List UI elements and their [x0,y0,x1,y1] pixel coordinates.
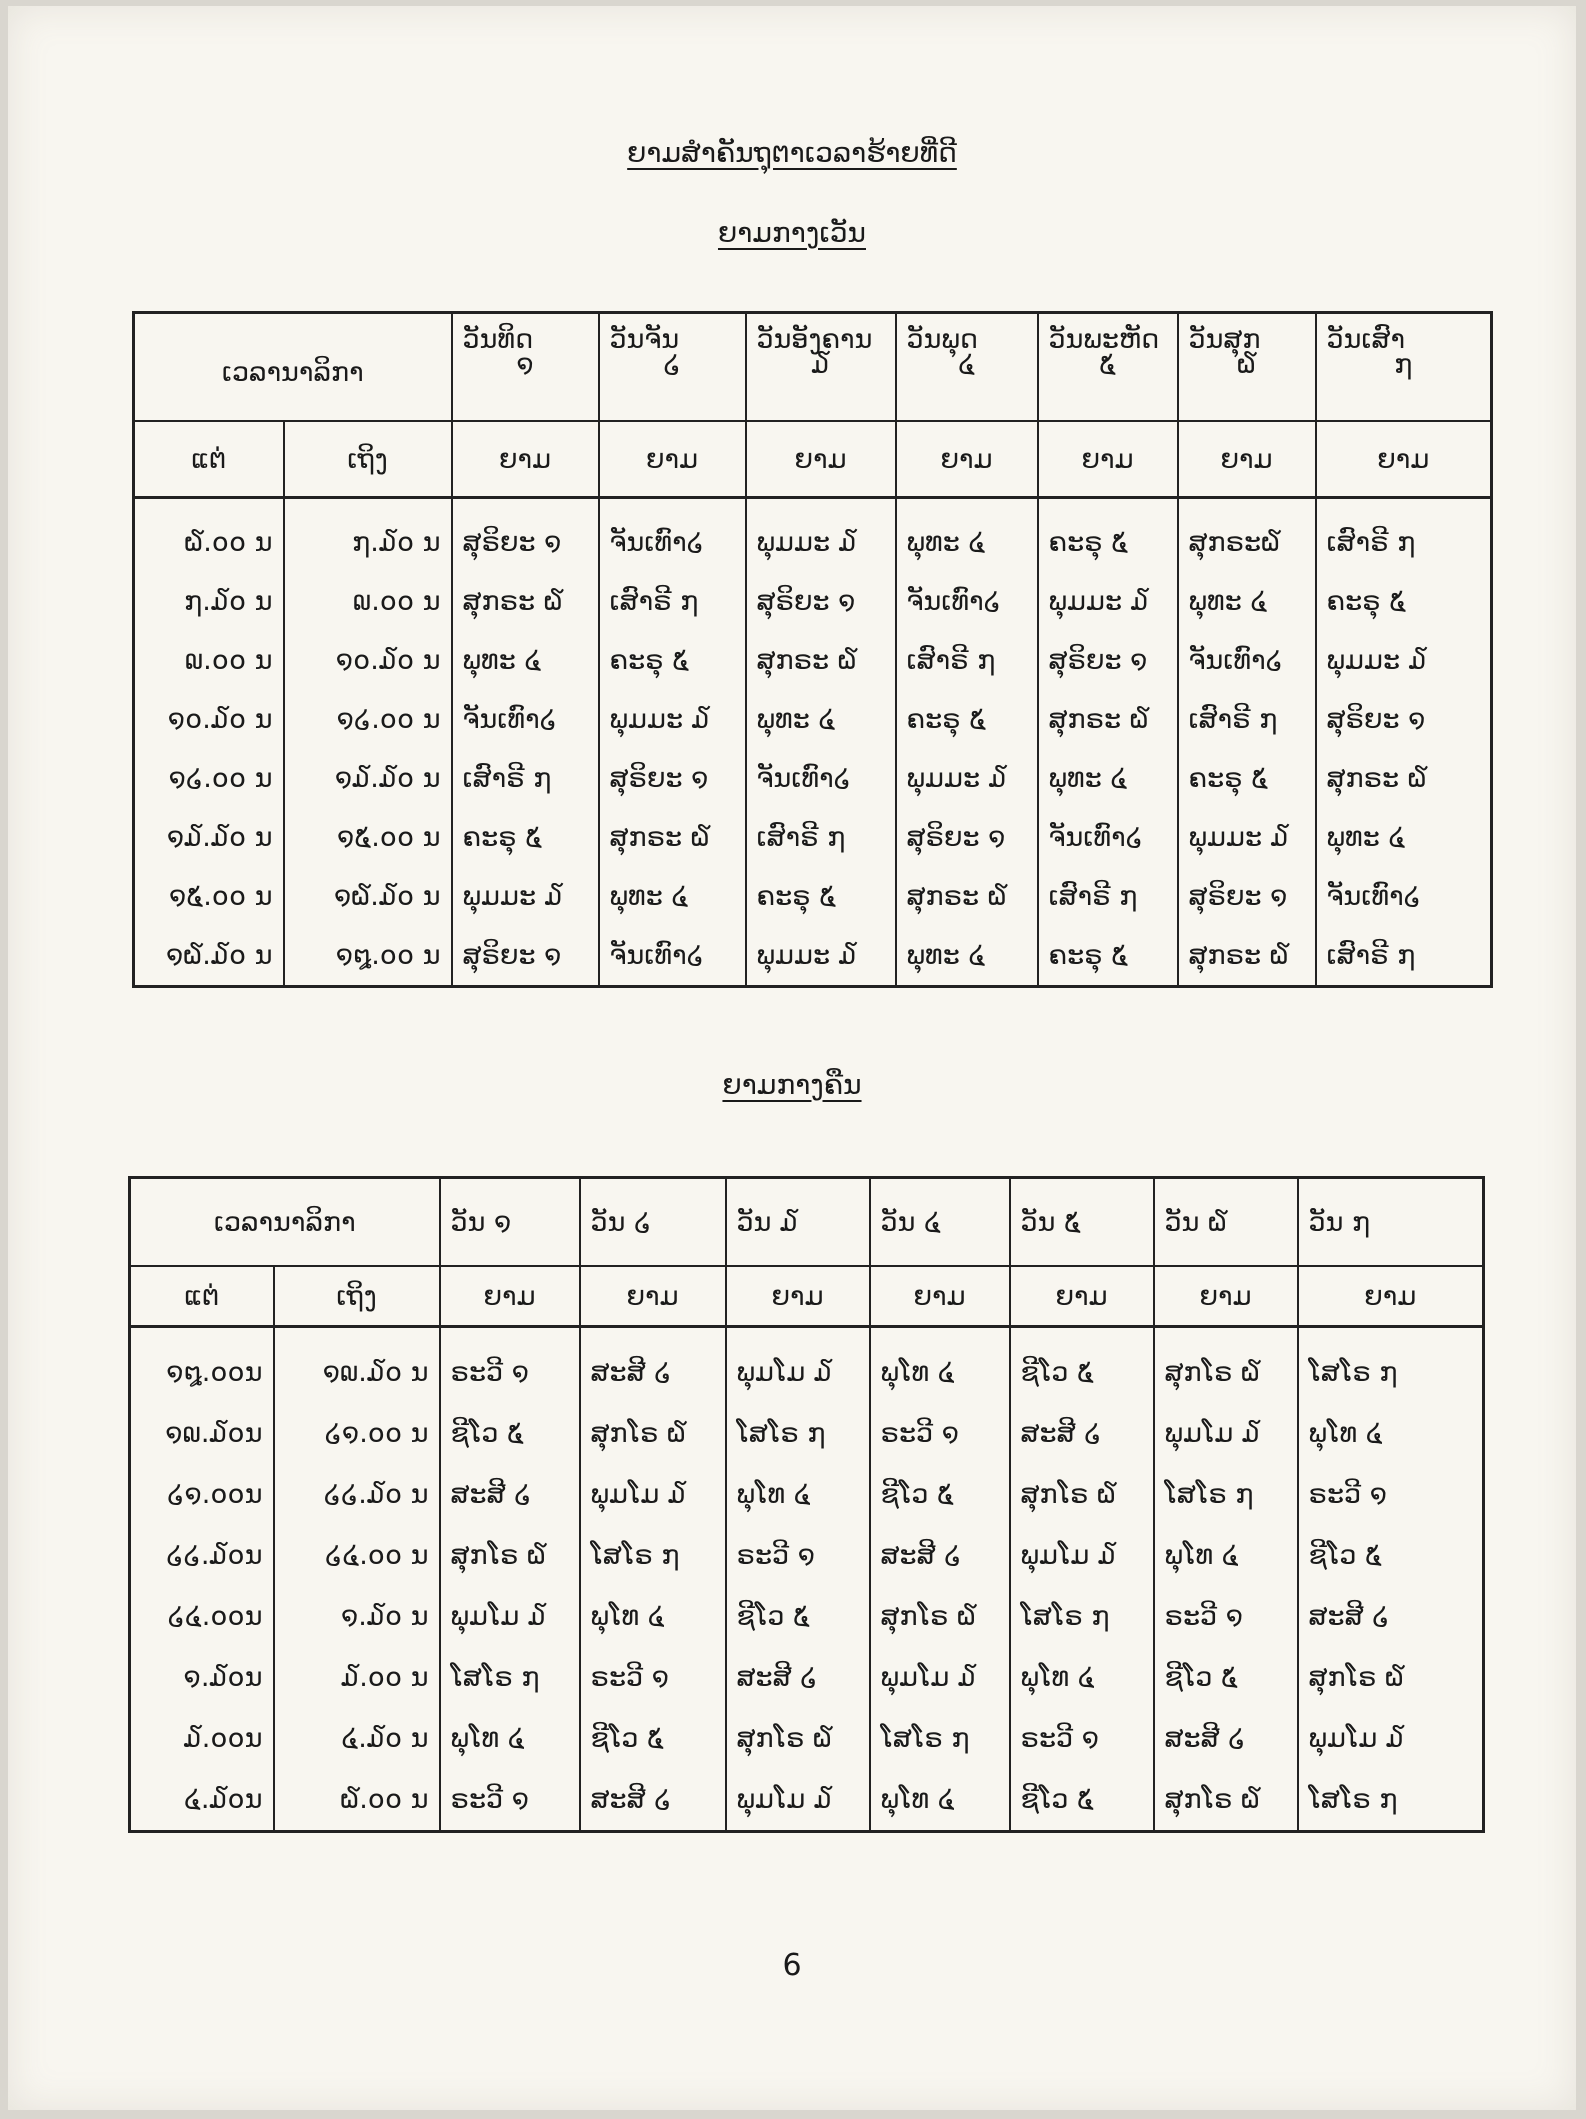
yam-cell: ສະສີ ໒ [440,1464,580,1525]
table-row [134,808,1492,867]
time-to-cell: ໒໒.໓໐ ນ [274,1464,440,1525]
yam-cell: ສຸກຣະ ໖ [599,808,746,867]
nighttime-schedule-body [130,1327,1484,1832]
yam-cell: ຣະວີ ໑ [870,1403,1010,1464]
daytime-schedule-table [132,311,1493,988]
time-to-cell: ໔.໓໐ ນ [274,1708,440,1769]
yam-cell: ຣະວີ ໑ [440,1327,580,1404]
yam-cell: ພຸໂທ ໔ [440,1708,580,1769]
yam-header: ຍາມ [1010,1266,1154,1327]
yam-cell: ເສົາຣີ ໗ [1178,690,1316,749]
yam-cell: ເສົາຣີ ໗ [452,749,599,808]
yam-cell: ໂສໂຣ ໗ [1298,1769,1484,1832]
yam-cell: ສຸກໂຣ ໖ [870,1586,1010,1647]
yam-cell: ຊີໂວ ໕ [870,1464,1010,1525]
yam-cell: ພຸມມະ ໓ [746,926,896,987]
yam-cell: ຣະວີ ໑ [580,1647,726,1708]
yam-cell: ສຸກໂຣ ໖ [440,1525,580,1586]
yam-cell: ຄະຣຸ ໕ [452,808,599,867]
yam-cell: ຄະຣຸ ໕ [746,867,896,926]
time-to-cell: ໙.໐໐ ນ [284,572,452,631]
yam-cell: ພຸມໂມ ໓ [726,1327,870,1404]
yam-cell: ພຸໂທ ໔ [726,1464,870,1525]
yam-cell: ພຸໂທ ໔ [870,1327,1010,1404]
yam-cell: ສຸກໂຣ ໖ [1154,1327,1298,1404]
day-header: ວັນເສົາ ໗ [1316,313,1492,422]
yam-cell: ຈັນເທົາ໒ [1178,631,1316,690]
yam-cell: ພຸທະ ໔ [1316,808,1492,867]
yam-cell: ພຸທະ ໔ [1178,572,1316,631]
day-header: ວັນ ໔ [870,1178,1010,1267]
yam-cell: ສຸກໂຣ ໖ [1154,1769,1298,1832]
time-to-cell: ໑.໓໐ ນ [274,1586,440,1647]
yam-cell: ຣະວີ ໑ [440,1769,580,1832]
time-from-cell: ໖.໐໐ ນ [134,498,284,573]
yam-cell: ໂສໂຣ ໗ [580,1525,726,1586]
yam-cell: ພຸທະ ໔ [599,867,746,926]
time-to-cell: ໑໙.໓໐ ນ [274,1327,440,1404]
from-header: ແຕ່ [134,421,284,498]
yam-cell: ສຸຣິຍະ ໑ [452,926,599,987]
day-header: ວັນ ໒ [580,1178,726,1267]
table-row [134,867,1492,926]
yam-cell: ຣະວີ ໑ [1154,1586,1298,1647]
yam-cell: ຣະວີ ໑ [726,1525,870,1586]
yam-cell: ສະສີ ໒ [726,1647,870,1708]
yam-header: ຍາມ [1178,421,1316,498]
daytime-schedule-body [134,498,1492,987]
time-column-header: ເວລານາລິກາ [134,313,452,422]
yam-cell: ສຸຣິຍະ ໑ [1178,867,1316,926]
yam-cell: ພຸໂທ ໔ [1010,1647,1154,1708]
time-from-cell: ໓.໐໐ນ [130,1708,274,1769]
time-column-header: ເວລານາລິກາ [130,1178,440,1267]
yam-cell: ສະສີ ໒ [1298,1586,1484,1647]
time-from-cell: ໒໔.໐໐ນ [130,1586,274,1647]
yam-cell: ພຸມມະ ໓ [746,498,896,573]
yam-cell: ພຸມມະ ໓ [896,749,1038,808]
table-row [134,498,1492,573]
yam-cell: ໂສໂຣ ໗ [726,1403,870,1464]
yam-header: ຍາມ [1154,1266,1298,1327]
yam-cell: ຄະຣຸ ໕ [1178,749,1316,808]
yam-cell: ຣະວີ ໑ [1010,1708,1154,1769]
yam-cell: ສຸກໂຣ ໖ [580,1403,726,1464]
time-to-cell: ໑໓.໓໐ ນ [284,749,452,808]
yam-header: ຍາມ [896,421,1038,498]
yam-cell: ເສົາຣີ ໗ [1316,498,1492,573]
time-to-cell: ໑໘.໐໐ ນ [284,926,452,987]
yam-cell: ເສົາຣີ ໗ [599,572,746,631]
time-from-cell: ໑໓.໓໐ ນ [134,808,284,867]
table-row [130,1586,1484,1647]
yam-cell: ພຸທະ ໔ [1038,749,1178,808]
day-header: ວັນ ໖ [1154,1178,1298,1267]
time-from-cell: ໑໙.໓໐ນ [130,1403,274,1464]
table-row [130,1403,1484,1464]
yam-header: ຍາມ [440,1266,580,1327]
yam-cell: ຊີໂວ ໕ [580,1708,726,1769]
yam-header: ຍາມ [1298,1266,1484,1327]
yam-cell: ພຸໂທ ໔ [580,1586,726,1647]
yam-cell: ຈັນເທົາ໒ [599,926,746,987]
yam-cell: ສຸຣິຍະ ໑ [746,572,896,631]
table-row [134,749,1492,808]
yam-cell: ເສົາຣີ ໗ [746,808,896,867]
yam-cell: ພຸໂທ ໔ [870,1769,1010,1832]
yam-cell: ສະສີ ໒ [1154,1708,1298,1769]
yam-cell: ພຸໂທ ໔ [1154,1525,1298,1586]
yam-cell: ສະສີ ໒ [1010,1403,1154,1464]
yam-cell: ສຸກໂຣ ໖ [726,1708,870,1769]
table-row [130,1327,1484,1404]
time-to-cell: ໒໔.໐໐ ນ [274,1525,440,1586]
yam-cell: ພຸມໂມ ໓ [440,1586,580,1647]
yam-header: ຍາມ [1316,421,1492,498]
yam-cell: ສຸກຣະ ໖ [1316,749,1492,808]
table-row [130,1708,1484,1769]
time-to-cell: ໑໒.໐໐ ນ [284,690,452,749]
time-from-cell: ໔.໓໐ນ [130,1769,274,1832]
yam-cell: ສຸກຣະ໖ [1178,498,1316,573]
yam-header: ຍາມ [580,1266,726,1327]
table-row [134,572,1492,631]
yam-cell: ສຸກໂຣ ໖ [1010,1464,1154,1525]
yam-header: ຍາມ [599,421,746,498]
day-header: ວັນອັງຄານ ໓ [746,313,896,422]
yam-cell: ຄະຣຸ ໕ [896,690,1038,749]
yam-cell: ພຸມມະ ໓ [1178,808,1316,867]
time-from-cell: ໑໐.໓໐ ນ [134,690,284,749]
table-row [134,690,1492,749]
yam-cell: ຣະວີ ໑ [1298,1464,1484,1525]
day-header: ວັນຈັນ ໒ [599,313,746,422]
table-row [130,1769,1484,1832]
time-from-cell: ໙.໐໐ ນ [134,631,284,690]
time-to-cell: ໓.໐໐ ນ [274,1647,440,1708]
time-from-cell: ໒໑.໐໐ນ [130,1464,274,1525]
day-section-title: ຍາມກາງເວັນ [717,216,866,249]
yam-cell: ຄະຣຸ ໕ [1038,498,1178,573]
yam-cell: ພຸໂທ ໔ [1298,1403,1484,1464]
yam-cell: ສຸຣິຍະ ໑ [896,808,1038,867]
yam-cell: ສຸກຣະ ໖ [896,867,1038,926]
yam-cell: ພຸທະ ໔ [896,926,1038,987]
day-header: ວັນພຸດ ໔ [896,313,1038,422]
time-to-cell: ໑໖.໓໐ ນ [284,867,452,926]
yam-cell: ພຸມໂມ ໓ [1010,1525,1154,1586]
table-row [130,1525,1484,1586]
yam-cell: ສຸກຣະ ໖ [452,572,599,631]
yam-cell: ເສົາຣີ ໗ [1316,926,1492,987]
time-from-cell: ໑໘.໐໐ນ [130,1327,274,1404]
yam-cell: ສຸກຣະ ໖ [746,631,896,690]
yam-cell: ໂສໂຣ ໗ [440,1647,580,1708]
yam-cell: ຊີໂວ ໕ [1010,1327,1154,1404]
yam-header: ຍາມ [452,421,599,498]
yam-cell: ເສົາຣີ ໗ [1038,867,1178,926]
yam-cell: ຊີໂວ ໕ [1010,1769,1154,1832]
time-to-cell: ໗.໓໐ ນ [284,498,452,573]
table-row [134,926,1492,987]
time-from-cell: ໑໕.໐໐ ນ [134,867,284,926]
yam-header: ຍາມ [726,1266,870,1327]
to-header: ເຖິງ [274,1266,440,1327]
time-from-cell: ໑໒.໐໐ ນ [134,749,284,808]
from-header: ແຕ່ [130,1266,274,1327]
yam-cell: ຈັນເທົາ໒ [599,498,746,573]
nighttime-schedule-table [128,1176,1485,1833]
yam-header: ຍາມ [870,1266,1010,1327]
yam-cell: ພຸທະ ໔ [746,690,896,749]
time-to-cell: ໖.໐໐ ນ [274,1769,440,1832]
yam-cell: ຈັນເທົາ໒ [896,572,1038,631]
yam-cell: ເສົາຣີ ໗ [896,631,1038,690]
yam-cell: ຊີໂວ ໕ [726,1586,870,1647]
table-row [130,1647,1484,1708]
yam-cell: ພຸມມະ ໓ [1316,631,1492,690]
yam-cell: ຊີໂວ ໕ [1154,1647,1298,1708]
time-from-cell: ໗.໓໐ ນ [134,572,284,631]
yam-cell: ສຸກຣະ ໖ [1038,690,1178,749]
time-to-cell: ໒໑.໐໐ ນ [274,1403,440,1464]
yam-cell: ພຸມໂມ ໓ [1298,1708,1484,1769]
yam-cell: ພຸມໂມ ໓ [870,1647,1010,1708]
yam-cell: ສຸຣິຍະ ໑ [1316,690,1492,749]
yam-cell: ໂສໂຣ ໗ [1010,1586,1154,1647]
document-page [8,6,1576,2110]
yam-cell: ສຸຣິຍະ ໑ [452,498,599,573]
yam-header: ຍາມ [1038,421,1178,498]
yam-cell: ສຸກໂຣ ໖ [1298,1647,1484,1708]
table-row [134,631,1492,690]
to-header: ເຖິງ [284,421,452,498]
day-header: ວັນສຸກ ໖ [1178,313,1316,422]
yam-cell: ສະສີ ໒ [580,1769,726,1832]
day-header: ວັນທິດ ໑ [452,313,599,422]
yam-cell: ສະສີ ໒ [870,1525,1010,1586]
day-header: ວັນ ໕ [1010,1178,1154,1267]
main-title: ຍາມສຳຄັນຖຸຕາເວລາຮ້າຍທີ່ດີ [627,136,957,169]
yam-cell: ພຸທະ ໔ [452,631,599,690]
yam-cell: ຊີໂວ ໕ [1298,1525,1484,1586]
table-row [130,1464,1484,1525]
day-header: ວັນ ໗ [1298,1178,1484,1267]
yam-cell: ພຸມໂມ ໓ [1154,1403,1298,1464]
time-from-cell: ໑໖.໓໐ ນ [134,926,284,987]
yam-cell: ສຸຣິຍະ ໑ [1038,631,1178,690]
night-section-title: ຍາມກາງຄືນ [722,1068,862,1101]
time-from-cell: ໒໒.໓໐ນ [130,1525,274,1586]
time-to-cell: ໑໕.໐໐ ນ [284,808,452,867]
yam-cell: ພຸມມະ ໓ [599,690,746,749]
yam-cell: ພຸມໂມ ໓ [726,1769,870,1832]
yam-cell: ຄະຣຸ ໕ [1038,926,1178,987]
yam-cell: ຊີໂວ ໕ [440,1403,580,1464]
day-header: ວັນພະຫັດ ໕ [1038,313,1178,422]
yam-cell: ໂສໂຣ ໗ [1298,1327,1484,1404]
page-number: 6 [782,1948,802,1983]
yam-cell: ຈັນເທົາ໒ [1316,867,1492,926]
yam-cell: ສະສີ ໒ [580,1327,726,1404]
yam-cell: ພຸມມະ ໓ [452,867,599,926]
yam-cell: ໂສໂຣ ໗ [870,1708,1010,1769]
yam-cell: ຄະຣຸ ໕ [1316,572,1492,631]
time-to-cell: ໑໐.໓໐ ນ [284,631,452,690]
yam-cell: ຈັນເທົາ໒ [452,690,599,749]
day-header: ວັນ ໓ [726,1178,870,1267]
yam-cell: ສຸກຣະ ໖ [1178,926,1316,987]
yam-cell: ພຸທະ ໔ [896,498,1038,573]
yam-header: ຍາມ [746,421,896,498]
yam-cell: ພຸມໂມ ໓ [580,1464,726,1525]
yam-cell: ສຸຣິຍະ ໑ [599,749,746,808]
yam-cell: ຈັນເທົາ໒ [746,749,896,808]
yam-cell: ຄະຣຸ ໕ [599,631,746,690]
yam-cell: ໂສໂຣ ໗ [1154,1464,1298,1525]
yam-cell: ຈັນເທົາ໒ [1038,808,1178,867]
day-header: ວັນ ໑ [440,1178,580,1267]
time-from-cell: ໑.໓໐ນ [130,1647,274,1708]
yam-cell: ພຸມມະ ໓ [1038,572,1178,631]
